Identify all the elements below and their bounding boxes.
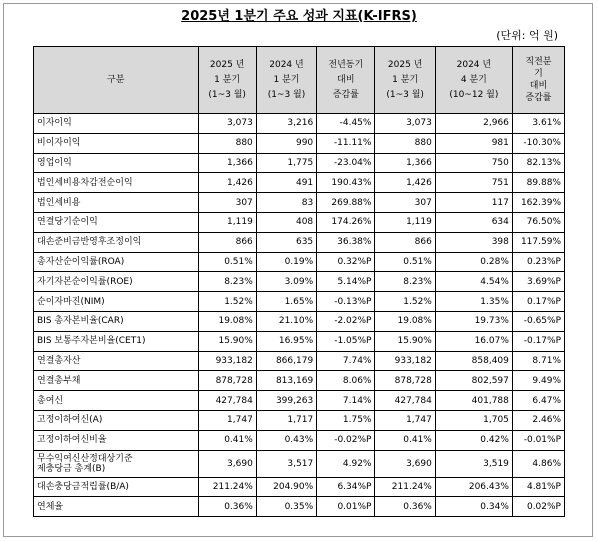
table-cell: 162.39% [512, 193, 564, 213]
row-label [34, 477, 199, 497]
header-text: (1~3 월) [386, 89, 424, 100]
header-category: 구분 [34, 47, 199, 114]
table-cell: 3.69%P [512, 272, 564, 292]
row-label-text: 대손준비금반영후조정이익 [37, 237, 142, 248]
row-label-text: 무수익여신산정대상기준 [37, 453, 133, 464]
row-label-text: BIS 총자본비율(CAR) [37, 316, 124, 327]
row-label [34, 371, 199, 391]
table-cell: 89.88% [512, 173, 564, 193]
table-cell: 0.42% [435, 430, 512, 450]
table-cell: 933,182 [198, 351, 256, 371]
table-cell: 3,216 [256, 114, 316, 134]
table-cell: 204.90% [256, 477, 316, 497]
table-cell: 866 [198, 232, 256, 252]
header-text: 2025 년 [209, 59, 245, 70]
table-cell: 401,788 [435, 391, 512, 411]
table-cell: 1.75% [317, 410, 375, 430]
table-row [34, 232, 565, 252]
row-label-text: 총자산순이익률(ROA) [37, 256, 125, 267]
page-title: 2025년 1분기 주요 성과 지표(K-IFRS) [181, 9, 417, 24]
row-label-text: 법인세비용차감전순이익 [37, 177, 133, 188]
row-label [34, 292, 199, 312]
row-label-text: 대손충당금적립률(B/A) [37, 481, 129, 492]
table-row [34, 311, 565, 331]
table-cell: 76.50% [512, 212, 564, 232]
table-row [34, 430, 565, 450]
table-row [34, 497, 565, 517]
table-cell: 0.43% [256, 430, 316, 450]
table-cell: -2.02%P [317, 311, 375, 331]
table-cell: 0.35% [256, 497, 316, 517]
table-cell: -10.30% [512, 133, 564, 153]
row-label [34, 252, 199, 272]
table-cell: 1.65% [256, 292, 316, 312]
table-cell: 3,073 [375, 114, 435, 134]
table-cell: 3,690 [198, 450, 256, 477]
table-cell: 9.49% [512, 371, 564, 391]
table-cell: 307 [375, 193, 435, 213]
table-cell: 880 [198, 133, 256, 153]
table-row [34, 292, 565, 312]
table-cell: 1,705 [435, 410, 512, 430]
table-cell: 0.28% [435, 252, 512, 272]
table-cell: 3,073 [198, 114, 256, 134]
header-text: 1 분기 [214, 74, 241, 85]
table-cell: 0.01%P [317, 497, 375, 517]
table-cell: 83 [256, 193, 316, 213]
table-row [34, 410, 565, 430]
table-cell: 1,747 [375, 410, 435, 430]
table-cell: 4.81%P [512, 477, 564, 497]
table-row [34, 450, 565, 477]
table-cell: 117.59% [512, 232, 564, 252]
table-cell: 211.24% [198, 477, 256, 497]
table-cell: 1,119 [198, 212, 256, 232]
performance-table [33, 46, 565, 517]
table-cell: 813,169 [256, 371, 316, 391]
table-cell: 634 [435, 212, 512, 232]
table-cell: -0.02%P [317, 430, 375, 450]
header-text: 2024 년 [269, 59, 304, 70]
header-text: (10~12 월) [449, 89, 499, 100]
table-cell: 3.61% [512, 114, 564, 134]
table-cell: 6.34%P [317, 477, 375, 497]
row-label [34, 450, 199, 477]
table-row [34, 477, 565, 497]
table-row [34, 391, 565, 411]
table-cell: 7.74% [317, 351, 375, 371]
header-text: 증감률 [332, 89, 359, 100]
table-cell: 878,728 [198, 371, 256, 391]
table-cell: 3,690 [375, 450, 435, 477]
row-label [34, 173, 199, 193]
table-cell: 117 [435, 193, 512, 213]
table-cell: -0.01%P [512, 430, 564, 450]
table-cell: 0.51% [375, 252, 435, 272]
table-cell: 0.36% [375, 497, 435, 517]
table-cell: 19.73% [435, 311, 512, 331]
table-cell: 4.54% [435, 272, 512, 292]
table-cell: 15.90% [198, 331, 256, 351]
header-text: 2025 년 [387, 59, 423, 70]
table-cell: 0.41% [198, 430, 256, 450]
header-text: 1 분기 [273, 74, 300, 85]
row-label-text: 자기자본순이익률(ROE) [37, 276, 133, 287]
table-row [34, 153, 565, 173]
table-cell: 0.32%P [317, 252, 375, 272]
table-cell: 21.10% [256, 311, 316, 331]
table-cell: 5.14%P [317, 272, 375, 292]
table-cell: 174.26% [317, 212, 375, 232]
header-col1 [198, 47, 256, 114]
row-label-text: 연결총자산 [37, 355, 81, 366]
row-label [34, 212, 199, 232]
row-label-text: 연결당기순이익 [37, 217, 98, 228]
table-cell: 398 [435, 232, 512, 252]
table-cell: 36.38% [317, 232, 375, 252]
table-cell: 269.88% [317, 193, 375, 213]
table-cell: 82.13% [512, 153, 564, 173]
table-cell: 1,426 [198, 173, 256, 193]
table-cell: 307 [198, 193, 256, 213]
table-cell: 399,263 [256, 391, 316, 411]
header-text: 4 분기 [460, 74, 487, 85]
table-cell: 3,517 [256, 450, 316, 477]
table-cell: 933,182 [375, 351, 435, 371]
header-text: 증감률 [525, 93, 552, 103]
header-col6 [512, 47, 564, 114]
table-cell: 1,119 [375, 212, 435, 232]
row-label [34, 391, 199, 411]
table-cell: 16.95% [256, 331, 316, 351]
table-row [34, 193, 565, 213]
table-row [34, 371, 565, 391]
table-cell: 802,597 [435, 371, 512, 391]
table-cell: 866 [375, 232, 435, 252]
table-header-row [34, 47, 565, 114]
table-cell: 15.90% [375, 331, 435, 351]
table-row [34, 173, 565, 193]
table-cell: 858,409 [435, 351, 512, 371]
table-cell: 880 [375, 133, 435, 153]
row-label-text: 법인세비용 [37, 197, 81, 208]
table-cell: 408 [256, 212, 316, 232]
table-cell: 1,366 [375, 153, 435, 173]
table-cell: 751 [435, 173, 512, 193]
table-row [34, 133, 565, 153]
table-cell: 427,784 [375, 391, 435, 411]
table-cell: 427,784 [198, 391, 256, 411]
table-cell: -0.13%P [317, 292, 375, 312]
table-cell: 866,179 [256, 351, 316, 371]
table-cell: 8.71% [512, 351, 564, 371]
row-label-text: 이자이익 [37, 118, 72, 129]
table-cell: 2.46% [512, 410, 564, 430]
table-cell: 206.43% [435, 477, 512, 497]
row-label-text: 순이자마진(NIM) [37, 296, 105, 307]
table-row [34, 212, 565, 232]
table-cell: 635 [256, 232, 316, 252]
table-cell: 1,366 [198, 153, 256, 173]
table-cell: 1,747 [198, 410, 256, 430]
header-text: 1 분기 [392, 74, 419, 85]
table-cell: -1.05%P [317, 331, 375, 351]
table-cell: 1,717 [256, 410, 316, 430]
table-cell: 0.41% [375, 430, 435, 450]
row-label [34, 153, 199, 173]
table-cell: 0.17%P [512, 292, 564, 312]
row-label [34, 311, 199, 331]
header-col4 [375, 47, 435, 114]
table-cell: 8.23% [375, 272, 435, 292]
table-cell: 0.34% [435, 497, 512, 517]
table-cell: 3,519 [435, 450, 512, 477]
table-cell: 8.06% [317, 371, 375, 391]
table-cell: 190.43% [317, 173, 375, 193]
table-cell: 1.35% [435, 292, 512, 312]
row-label [34, 410, 199, 430]
row-label [34, 351, 199, 371]
row-label-text: 연체율 [37, 501, 64, 512]
table-cell: -11.11% [317, 133, 375, 153]
table-row [34, 272, 565, 292]
row-label [34, 430, 199, 450]
table-cell: 6.47% [512, 391, 564, 411]
table-cell: 2,966 [435, 114, 512, 134]
header-col5 [435, 47, 512, 114]
table-cell: 750 [435, 153, 512, 173]
table-cell: 0.51% [198, 252, 256, 272]
table-cell: -0.17%P [512, 331, 564, 351]
table-cell: 1,426 [375, 173, 435, 193]
header-text: 대비 [337, 74, 355, 85]
table-cell: 0.02%P [512, 497, 564, 517]
table-cell: 990 [256, 133, 316, 153]
table-cell: -23.04% [317, 153, 375, 173]
table-row [34, 351, 565, 371]
table-cell: -4.45% [317, 114, 375, 134]
table-cell: 19.08% [198, 311, 256, 331]
row-label [34, 232, 199, 252]
table-row [34, 331, 565, 351]
row-label-text: 총여신 [37, 395, 64, 406]
row-label-text: 연결총부채 [37, 375, 81, 386]
table-cell: 1,775 [256, 153, 316, 173]
table-cell: 7.14% [317, 391, 375, 411]
header-col2 [256, 47, 316, 114]
table-cell: 0.19% [256, 252, 316, 272]
unit-note: (단위: 억 원) [496, 29, 558, 42]
table-row [34, 114, 565, 134]
header-text: 직전분 [525, 57, 552, 67]
header-text: (1~3 월) [208, 89, 246, 100]
header-col3 [317, 47, 375, 114]
row-label-text: 비이자이익 [37, 138, 81, 149]
header-text: 2024 년 [456, 59, 492, 70]
table-cell: 0.23%P [512, 252, 564, 272]
table-cell: 4.86% [512, 450, 564, 477]
table-cell: 878,728 [375, 371, 435, 391]
row-label [34, 193, 199, 213]
table-cell: 16.07% [435, 331, 512, 351]
row-label-text: 고정이하여신비율 [37, 435, 107, 446]
row-label [34, 133, 199, 153]
table-cell: 3.09% [256, 272, 316, 292]
row-label-text: 제충당금 총계(B) [37, 463, 106, 474]
table-cell: -0.65%P [512, 311, 564, 331]
row-label-text: 영업이익 [37, 157, 72, 168]
table-row [34, 252, 565, 272]
table-cell: 211.24% [375, 477, 435, 497]
table-cell: 4.92% [317, 450, 375, 477]
table-cell: 1.52% [375, 292, 435, 312]
header-text: 대비 [529, 81, 548, 91]
table-cell: 981 [435, 133, 512, 153]
header-text: (1~3 월) [267, 89, 306, 100]
table-cell: 1.52% [198, 292, 256, 312]
table-cell: 0.36% [198, 497, 256, 517]
row-label [34, 497, 199, 517]
row-label [34, 331, 199, 351]
table-cell: 491 [256, 173, 316, 193]
table-cell: 8.23% [198, 272, 256, 292]
row-label-text: BIS 보통주자본비율(CET1) [37, 336, 146, 347]
row-label [34, 114, 199, 134]
row-label-text: 고정이하여신(A) [37, 415, 103, 426]
header-text: 전년동기 [328, 59, 364, 70]
row-label [34, 272, 199, 292]
table-cell: 19.08% [375, 311, 435, 331]
header-text: 기 [534, 69, 543, 79]
